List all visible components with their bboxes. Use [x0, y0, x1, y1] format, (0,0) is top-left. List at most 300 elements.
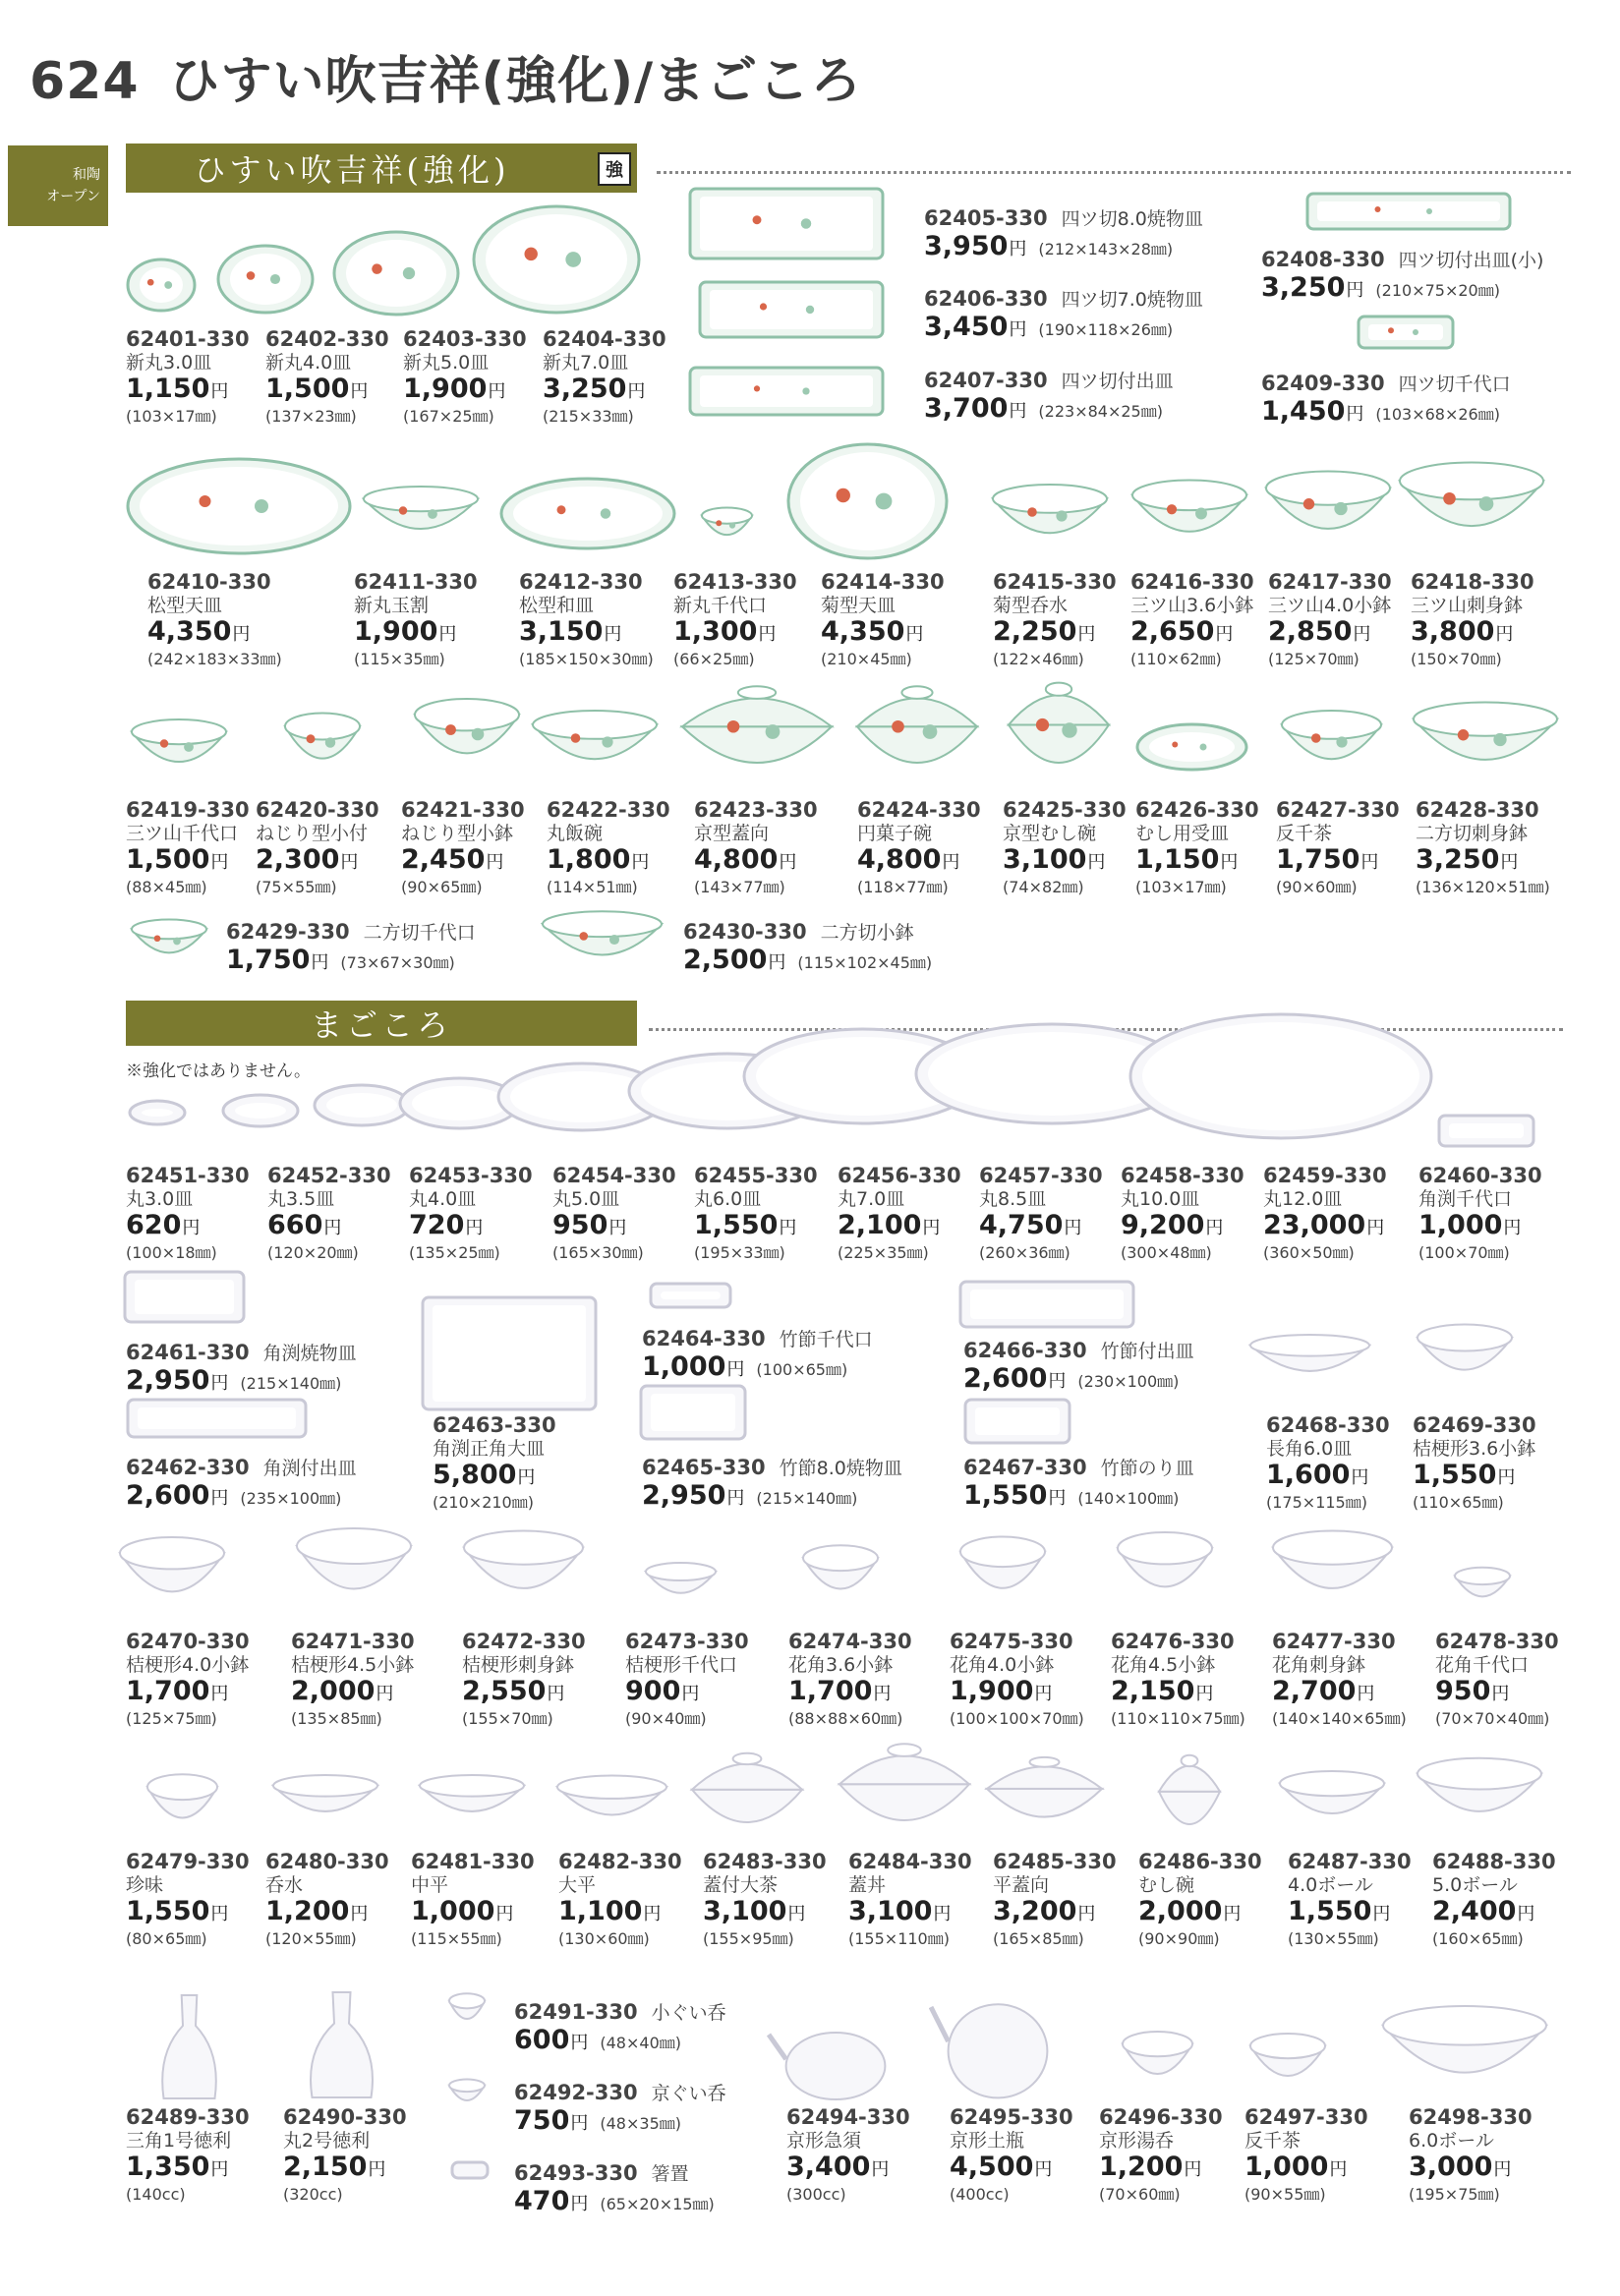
product-price: 2,850円 [1268, 616, 1371, 647]
product-size: (300×48㎜) [1121, 1243, 1212, 1262]
currency-yen: 円 [570, 2113, 589, 2134]
product-photo [221, 1093, 300, 1128]
product-photo [649, 1282, 732, 1309]
section-title: まごころ [310, 1006, 452, 1044]
product-name: 竹節8.0焼物皿 [779, 1458, 902, 1479]
product-name: むし碗 [1138, 1874, 1195, 1896]
product-item [683, 920, 932, 978]
currency-yen: 円 [1495, 624, 1514, 645]
product-name: 丸7.0皿 [838, 1188, 905, 1210]
currency-yen: 円 [210, 381, 229, 402]
currency-yen: 円 [1220, 852, 1239, 873]
product-name: 丸5.0皿 [552, 1188, 620, 1210]
reinforced-badge [598, 152, 631, 186]
page-number: 624 [29, 52, 140, 111]
currency-yen: 円 [1087, 852, 1106, 873]
product-size: (48×35㎜) [600, 2114, 681, 2133]
product-price: 1,200円 [1099, 2152, 1202, 2182]
product-name: 四ツ切7.0焼物皿 [1061, 289, 1203, 311]
product-price: 1,000円 [1418, 1210, 1522, 1240]
product-code: 62411-330 [354, 570, 478, 594]
product-item [694, 1164, 818, 1263]
product-size: (195×75㎜) [1409, 2185, 1500, 2204]
product-size: (118×77㎜) [857, 878, 949, 896]
product-price: 1,700円 [788, 1676, 892, 1706]
product-photo [688, 366, 885, 417]
product-size: (115×55㎜) [411, 1929, 502, 1948]
currency-yen: 円 [905, 624, 924, 645]
product-name: 丸2号徳利 [283, 2130, 371, 2152]
currency-yen: 円 [608, 1218, 627, 1238]
product-size: (143×77㎜) [694, 878, 785, 896]
product-photo [1121, 2025, 1194, 2094]
product-item [283, 2105, 407, 2205]
product-code: 62486-330 [1138, 1850, 1262, 1873]
product-size: (165×30㎜) [552, 1243, 644, 1262]
product-code: 62426-330 [1135, 798, 1259, 822]
product-item [1413, 1413, 1536, 1513]
currency-yen: 円 [726, 1488, 745, 1509]
product-name: 桔梗形4.5小鉢 [291, 1654, 415, 1676]
product-price: 23,000円 [1263, 1210, 1385, 1240]
product-size: (155×95㎜) [703, 1929, 794, 1948]
product-name: 花角3.6小鉢 [788, 1654, 894, 1676]
product-photo [283, 706, 362, 779]
product-name: 四ツ切付出皿(小) [1398, 250, 1544, 271]
product-name: 京型むし碗 [1003, 823, 1097, 844]
product-code: 62493-330 [514, 2161, 638, 2185]
product-name: 角渕正角大皿 [433, 1438, 546, 1460]
product-price: 1,900円 [403, 373, 506, 404]
product-photo [145, 1767, 219, 1838]
currency-yen: 円 [1517, 1904, 1535, 1924]
product-name: 丸3.0皿 [126, 1188, 194, 1210]
product-code: 62461-330 [126, 1341, 250, 1364]
currency-yen: 円 [1205, 1218, 1224, 1238]
currency-yen: 円 [1503, 1218, 1522, 1238]
product-item [1261, 372, 1511, 430]
product-code: 62496-330 [1099, 2105, 1223, 2129]
product-name: 丸4.0皿 [409, 1188, 477, 1210]
currency-yen: 円 [726, 1359, 745, 1380]
product-size: (210×75×20㎜) [1375, 281, 1500, 300]
product-item [543, 327, 666, 427]
product-code: 62421-330 [401, 798, 525, 822]
product-size: (160×65㎜) [1432, 1929, 1524, 1948]
product-price: 1,550円 [963, 1480, 1067, 1511]
currency-yen: 円 [547, 1684, 565, 1704]
product-price: 1,900円 [950, 1676, 1053, 1706]
product-item [1261, 248, 1543, 306]
currency-yen: 円 [1360, 852, 1379, 873]
product-code: 62456-330 [838, 1164, 961, 1187]
product-code: 62402-330 [265, 327, 389, 351]
product-code: 62472-330 [462, 1630, 586, 1653]
currency-yen: 円 [1077, 1904, 1096, 1924]
product-name: 三ツ山3.6小鉢 [1130, 595, 1254, 616]
product-price: 1,150円 [126, 373, 229, 404]
product-code: 62422-330 [547, 798, 670, 822]
product-code: 62484-330 [848, 1850, 972, 1873]
not-reinforced-note: ※強化ではありません。 [126, 1062, 312, 1081]
product-size: (103×68×26㎜) [1375, 405, 1500, 424]
currency-yen: 円 [779, 852, 797, 873]
product-photo [1248, 2027, 1327, 2095]
currency-yen: 円 [350, 381, 369, 402]
product-photo [688, 187, 885, 260]
product-name: 竹節のり皿 [1100, 1458, 1194, 1479]
currency-yen: 円 [182, 1218, 201, 1238]
product-name: 花角4.0小鉢 [950, 1654, 1055, 1676]
product-code: 62427-330 [1276, 798, 1400, 822]
product-price: 2,400円 [1432, 1896, 1535, 1926]
product-item [1099, 2105, 1223, 2205]
product-name: 四ツ切8.0焼物皿 [1061, 208, 1203, 230]
product-price: 2,550円 [462, 1676, 565, 1706]
product-price: 1,200円 [265, 1896, 369, 1926]
product-size: (110×62㎜) [1130, 650, 1222, 668]
product-name: 丸10.0皿 [1121, 1188, 1200, 1210]
product-name: 花角千代口 [1435, 1654, 1530, 1676]
product-item [126, 798, 250, 897]
product-price: 950円 [1435, 1676, 1510, 1706]
product-code: 62473-330 [625, 1630, 749, 1653]
product-price: 3,250円 [543, 373, 646, 404]
product-photo [462, 1521, 585, 1615]
product-photo [983, 1752, 1106, 1833]
product-size: (125×70㎜) [1268, 650, 1360, 668]
product-size: (242×183×33㎜) [147, 650, 282, 668]
product-price: 1,450円 [1261, 396, 1364, 427]
product-item [265, 327, 389, 427]
product-size: (155×70㎜) [462, 1709, 553, 1728]
product-size: (103×17㎜) [126, 407, 217, 426]
product-price: 2,600円 [963, 1363, 1067, 1394]
product-item [514, 2081, 726, 2139]
product-item [673, 570, 797, 669]
product-price: 750円 [514, 2105, 589, 2136]
product-code: 62428-330 [1416, 798, 1539, 822]
product-photo [305, 1990, 378, 2100]
product-size: (48×40㎜) [600, 2034, 681, 2052]
product-name: 松型天皿 [147, 595, 223, 616]
product-name: 円菓子碗 [857, 823, 933, 844]
product-code: 62412-330 [519, 570, 643, 594]
product-item [409, 1164, 533, 1263]
product-item [1416, 798, 1550, 897]
product-name: 丸飯碗 [547, 823, 604, 844]
product-code: 62418-330 [1411, 570, 1534, 594]
product-name: 京型蓋向 [694, 823, 770, 844]
product-code: 62471-330 [291, 1630, 415, 1653]
product-price: 1,300円 [673, 616, 777, 647]
product-item [963, 1456, 1194, 1514]
currency-yen: 円 [232, 624, 251, 645]
product-price: 4,350円 [147, 616, 251, 647]
product-photo [1264, 462, 1392, 555]
currency-yen: 円 [1223, 1904, 1242, 1924]
section-banner-hisui [126, 144, 637, 193]
product-size: (110×65㎜) [1413, 1493, 1504, 1512]
product-price: 2,950円 [126, 1365, 229, 1396]
product-price: 4,750円 [979, 1210, 1082, 1240]
divider [657, 171, 1571, 174]
product-code: 62495-330 [950, 2105, 1073, 2129]
product-photo [130, 914, 208, 968]
currency-yen: 円 [350, 1904, 369, 1924]
product-name: 桔梗形千代口 [625, 1654, 738, 1676]
category-tab [8, 145, 108, 226]
product-photo [1453, 1563, 1512, 1610]
currency-yen: 円 [311, 952, 329, 973]
product-size: (320cc) [283, 2185, 343, 2204]
product-photo [958, 1280, 1135, 1329]
product-photo [418, 1769, 526, 1828]
product-code: 62481-330 [411, 1850, 535, 1873]
product-size: (300cc) [786, 2185, 846, 2204]
product-price: 620円 [126, 1210, 201, 1240]
currency-yen: 円 [1195, 1684, 1214, 1704]
product-name: 京形急須 [786, 2130, 862, 2152]
product-name: 角渕千代口 [1418, 1188, 1513, 1210]
product-size: (73×67×30㎜) [340, 953, 455, 972]
product-code: 62467-330 [963, 1456, 1087, 1479]
currency-yen: 円 [1077, 624, 1096, 645]
product-code: 62470-330 [126, 1630, 250, 1653]
product-size: (360×50㎜) [1263, 1243, 1355, 1262]
product-name: 桔梗形刺身鉢 [462, 1654, 575, 1676]
product-item [126, 2105, 250, 2205]
product-price: 3,100円 [1003, 844, 1106, 875]
currency-yen: 円 [873, 1684, 892, 1704]
product-name: 竹節付出皿 [1100, 1341, 1194, 1362]
product-price: 2,500円 [683, 945, 786, 975]
product-name: ねじり型小付 [256, 823, 369, 844]
product-price: 4,800円 [694, 844, 797, 875]
product-code: 62474-330 [788, 1630, 912, 1653]
product-name: 竹節千代口 [779, 1329, 873, 1350]
product-photo [963, 1398, 1071, 1445]
product-item [642, 1456, 902, 1514]
product-photo [1280, 703, 1383, 781]
product-code: 62468-330 [1266, 1413, 1390, 1437]
product-name: 花角刺身鉢 [1272, 1654, 1366, 1676]
product-price: 2,950円 [642, 1480, 745, 1511]
product-code: 62410-330 [147, 570, 271, 594]
product-photo [1416, 1317, 1514, 1391]
product-photo [118, 1528, 226, 1617]
product-name: 反千茶 [1244, 2130, 1302, 2152]
product-photo [126, 457, 352, 555]
product-size: (165×85㎜) [993, 1929, 1084, 1948]
product-code: 62464-330 [642, 1327, 766, 1350]
product-size: (135×25㎜) [409, 1243, 500, 1262]
product-item [821, 570, 945, 669]
currency-yen: 円 [517, 1467, 536, 1488]
product-size: (100×100×70㎜) [950, 1709, 1084, 1728]
product-code: 62416-330 [1130, 570, 1254, 594]
product-name: 新丸5.0皿 [403, 352, 490, 373]
product-price: 2,650円 [1130, 616, 1234, 647]
product-size: (175×115㎜) [1266, 1493, 1367, 1512]
currency-yen: 円 [1366, 1218, 1385, 1238]
currency-yen: 円 [1184, 2159, 1202, 2180]
product-code: 62475-330 [950, 1630, 1073, 1653]
product-photo [853, 680, 981, 783]
currency-yen: 円 [768, 952, 786, 973]
product-code: 62408-330 [1261, 248, 1385, 271]
product-item [1003, 798, 1127, 897]
product-photo [1130, 472, 1248, 555]
product-code: 62490-330 [283, 2105, 407, 2129]
product-photo [271, 1769, 379, 1828]
product-price: 1,000円 [642, 1351, 745, 1382]
currency-yen: 円 [1215, 624, 1234, 645]
product-item [1138, 1850, 1262, 1949]
product-code: 62480-330 [265, 1850, 389, 1873]
product-name: 三ツ山千代口 [126, 823, 239, 844]
product-code: 62452-330 [267, 1164, 391, 1187]
product-item [291, 1630, 415, 1729]
product-code: 62423-330 [694, 798, 818, 822]
product-size: (155×110㎜) [848, 1929, 950, 1948]
product-photo [767, 2005, 904, 2103]
product-item [226, 920, 476, 978]
product-item [924, 287, 1203, 345]
product-item [1418, 1164, 1542, 1263]
product-size: (215×140㎜) [756, 1489, 858, 1508]
product-price: 5,800円 [433, 1460, 536, 1490]
product-photo [450, 2160, 490, 2180]
product-item [401, 798, 525, 897]
product-name: 箸置 [651, 2163, 689, 2185]
product-price: 1,700円 [126, 1676, 229, 1706]
product-code: 62458-330 [1121, 1164, 1244, 1187]
product-size: (100×65㎜) [756, 1360, 848, 1379]
currency-yen: 円 [1034, 2159, 1053, 2180]
product-price: 4,350円 [821, 616, 924, 647]
currency-yen: 円 [631, 852, 650, 873]
product-price: 470円 [514, 2186, 589, 2216]
currency-yen: 円 [1357, 1684, 1375, 1704]
product-size: (150×70㎜) [1411, 650, 1502, 668]
product-size: (260×36㎜) [979, 1243, 1070, 1262]
product-size: (70×70×40㎜) [1435, 1709, 1550, 1728]
currency-yen: 円 [1346, 280, 1364, 301]
currency-yen: 円 [758, 624, 777, 645]
product-item [1121, 1164, 1244, 1263]
product-size: (140×140×65㎜) [1272, 1709, 1407, 1728]
product-code: 62405-330 [924, 206, 1048, 230]
product-price: 1,000円 [411, 1896, 514, 1926]
product-photo [678, 680, 836, 783]
product-name: 花角4.5小鉢 [1111, 1654, 1216, 1676]
product-price: 3,100円 [848, 1896, 952, 1926]
currency-yen: 円 [1493, 2159, 1512, 2180]
currency-yen: 円 [1497, 1467, 1516, 1488]
currency-yen: 円 [323, 1218, 342, 1238]
section-banner-magokoro [126, 1001, 637, 1046]
currency-yen: 円 [779, 1218, 797, 1238]
product-name: 6.0ボール [1409, 2130, 1494, 2152]
product-code: 62457-330 [979, 1164, 1103, 1187]
product-name: 小ぐい呑 [651, 2002, 726, 2024]
product-code: 62479-330 [126, 1850, 250, 1873]
product-price: 2,600円 [126, 1480, 229, 1511]
product-size: (74×82㎜) [1003, 878, 1084, 896]
product-code: 62462-330 [126, 1456, 250, 1479]
product-code: 62476-330 [1111, 1630, 1235, 1653]
product-code: 62482-330 [558, 1850, 682, 1873]
product-size: (210×210㎜) [433, 1493, 534, 1512]
product-item [265, 1850, 389, 1949]
product-size: (115×35㎜) [354, 650, 445, 668]
product-item [857, 798, 981, 897]
product-name: 菊型天皿 [821, 595, 897, 616]
product-size: (140×100㎜) [1077, 1489, 1180, 1508]
product-item [924, 206, 1203, 264]
currency-yen: 円 [643, 1904, 662, 1924]
product-size: (210×45㎜) [821, 650, 912, 668]
product-price: 2,250円 [993, 616, 1096, 647]
product-size: (75×55㎜) [256, 878, 337, 896]
currency-yen: 円 [210, 2159, 229, 2180]
product-name: 二方切小鉢 [820, 922, 914, 944]
reinforced-badge-label: 強 [606, 160, 623, 181]
product-size: (100×70㎜) [1418, 1243, 1510, 1262]
product-size: (66×25㎜) [673, 650, 755, 668]
product-photo [295, 1519, 413, 1617]
currency-yen: 円 [570, 2194, 589, 2214]
currency-yen: 円 [570, 2033, 589, 2053]
product-name: 蓋丼 [848, 1874, 887, 1896]
product-item [1435, 1630, 1559, 1729]
product-name: 平蓋向 [993, 1874, 1050, 1896]
product-item [126, 327, 250, 427]
product-photo [1437, 1114, 1535, 1148]
product-name: 5.0ボール [1432, 1874, 1518, 1896]
product-name: 三ツ山4.0小鉢 [1268, 595, 1392, 616]
product-photo [639, 1384, 747, 1441]
product-size: (114×51㎜) [547, 878, 638, 896]
product-price: 950円 [552, 1210, 627, 1240]
currency-yen: 円 [1048, 1371, 1067, 1392]
product-item [558, 1850, 682, 1949]
product-name: 新丸千代口 [673, 595, 768, 616]
product-size: (400cc) [950, 2185, 1010, 2204]
product-photo [958, 1528, 1047, 1612]
product-item [1130, 570, 1254, 669]
currency-yen: 円 [210, 1904, 229, 1924]
product-photo [126, 1398, 308, 1439]
product-item [1432, 1850, 1556, 1949]
currency-yen: 円 [1491, 1684, 1510, 1704]
currency-yen: 円 [1009, 239, 1027, 259]
product-photo [123, 1270, 246, 1324]
product-photo [447, 2076, 487, 2110]
product-name: 三ツ山刺身鉢 [1411, 595, 1524, 616]
product-name: 京ぐい呑 [651, 2083, 726, 2104]
currency-yen: 円 [1009, 319, 1027, 340]
product-size: (125×75㎜) [126, 1709, 217, 1728]
product-photo [1155, 1750, 1224, 1843]
product-code: 62478-330 [1435, 1630, 1559, 1653]
product-size: (65×20×15㎜) [600, 2195, 715, 2213]
product-code: 62494-330 [786, 2105, 910, 2129]
product-size: (167×25㎜) [403, 407, 494, 426]
product-photo [1381, 1995, 1548, 2103]
currency-yen: 円 [210, 1684, 229, 1704]
